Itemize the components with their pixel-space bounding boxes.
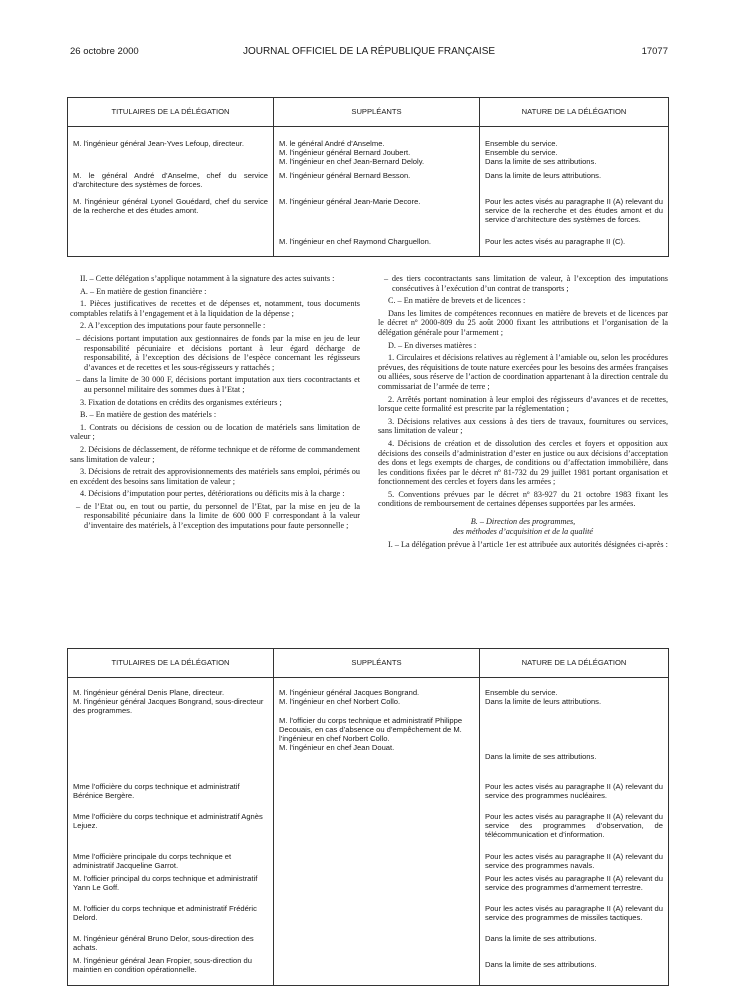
paragraph: I. – La délégation prévue à l’article 1er est attribuée aux autorités désignées ci-après : (388, 540, 668, 550)
delegation-table-1 (67, 97, 669, 257)
cell-suppleant (274, 812, 480, 852)
paragraph: – de l’Etat ou, en tout ou partie, du personnel de l’Etat, par la mise en jeu de la responsabilité pécuniaire dans la limite de 600 000 F correspondant à la valeur d’inventaire des matériels, à l’exception des imputations pour faute personnelle ; (76, 501, 360, 531)
paragraph: C. – En matière de brevets et de licences : (388, 296, 526, 306)
cell-titulaire: Mme l’officière du corps technique et administratif Bérénice Bergère. (73, 781, 240, 800)
paragraph: II. – Cette délégation s’applique notamment à la signature des actes suivants : (80, 274, 335, 283)
table-row (68, 874, 669, 904)
col-header-nature: NATURE DE LA DÉLÉGATION (480, 98, 669, 127)
cell-nature: Dans la limite de leurs attributions. (480, 167, 669, 193)
table-row (68, 167, 669, 193)
cell-suppleant (274, 874, 480, 904)
cell-titulaire: M. l’ingénieur général Bruno Delor, sous-direction des achats. (73, 933, 254, 952)
table-row (68, 782, 669, 812)
paragraph: – décisions portant imputation aux gestionnaires de fonds par la mise en jeu de leur responsabilité pécuniaire et décisions portant à leur égard décharge de responsabilité, à l’exception des décisions de l’espèce concernant les régisseurs d’avances et de recettes et les sous-régisseurs y rattachés ; (76, 333, 360, 372)
delegation-table-2 (67, 648, 669, 986)
cell-titulaire: M. le général André d’Anselme, chef du service d’architecture des systèmes de forces. (73, 170, 268, 189)
header-page-number: 17077 (641, 46, 668, 57)
paragraph: 2. Arrêtés portant nomination à leur emploi des régisseurs d’avances et de recettes, lorsque cette formalité est prescrite par la réglementation ; (378, 394, 668, 414)
body-column-left (70, 274, 360, 534)
cell-nature: Pour les actes visés au paragraphe II (A) relevant du service de la recherche et des études amont et du service d’architecture des systèmes de forces. (480, 193, 669, 233)
paragraph: 4. Décisions de création et de dissolution des cercles et foyers et opposition aux décisions des conseils d’administration d’ester en justice ou aux décisions d’acceptation des dons et legs exempts de charges, de conditions ou d’affectation immobilière, dans les conditions fixées par le décret nº 81-732 du 29 juillet 1981 portant organisation et fonctionnement des cercles et foyers dans les armées ; (378, 438, 668, 487)
section-heading: B. – Direction des programmes, des méthodes d’acquisition et de la qualité (452, 517, 594, 536)
table-row (68, 812, 669, 852)
header-date: 26 octobre 2000 (70, 46, 139, 57)
cell-nature: Pour les actes visés au paragraphe II (A) relevant du service des programmes de missiles tactiques. (480, 904, 669, 934)
table-row (68, 233, 669, 257)
cell-suppleant: M. l’ingénieur en chef Raymond Charguellon. (274, 233, 480, 257)
cell-titulaire: Mme l’officière du corps technique et administratif Agnès Lejuez. (73, 811, 263, 830)
paragraph: 3. Fixation de dotations en crédits des organismes extérieurs ; (80, 397, 282, 407)
table-row (68, 193, 669, 233)
cell-suppleant: M. l’ingénieur général Jean-Marie Decore. (274, 193, 480, 233)
paragraph: 3. Décisions de retrait des approvisionnements des matériels sans emploi, périmés ou en excédent des besoins sans limitation de valeur ; (70, 467, 360, 486)
paragraph: 2. Décisions de déclassement, de réforme technique et de réforme de commandement sans limitation de valeur ; (70, 444, 360, 464)
paragraph: Dans les limites de compétences reconnues en matière de brevets et de licences par le décret nº 2000-809 du 25 août 2000 fixant les attributions et l’organisation de la délégation générale pour l’armement ; (378, 308, 668, 337)
paragraph: – dans la limite de 30 000 F, décisions portant imputation aux tiers cocontractants et au personnel militaire des sommes dues à l’Etat ; (76, 375, 360, 394)
paragraph: 2. A l’exception des imputations pour faute personnelle : (80, 321, 266, 331)
col-header-suppleants: SUPPLÉANTS (274, 649, 480, 678)
paragraph: D. – En diverses matières : (388, 340, 477, 350)
cell-nature: Ensemble du service. Dans la limite de leurs attributions. Dans la limite de ses attributions. (480, 678, 669, 782)
cell-titulaire: M. l’ingénieur général Jean-Yves Lefoup, directeur. (73, 139, 244, 148)
table-row (68, 678, 669, 782)
cell-nature: Pour les actes visés au paragraphe II (A) relevant du service des programmes navals. (480, 852, 669, 874)
paragraph: B. – En matière de gestion des matériels : (80, 410, 217, 420)
cell-suppleant: M. l’ingénieur général Bernard Besson. (274, 167, 480, 193)
table-row (68, 127, 669, 167)
table-row (68, 934, 669, 956)
paragraph: – des tiers cocontractants sans limitation de valeur, à l’exception des imputations consécutives à l’exécution d’un contrat de transports ; (384, 274, 668, 293)
cell-titulaire: M. l’ingénieur général Jean Fropier, sous-direction du maintien en condition opérationnelle. (73, 955, 252, 974)
paragraph: 4. Décisions d’imputation pour pertes, détériorations ou déficits mis à la charge : (80, 489, 345, 499)
cell-nature: Pour les actes visés au paragraphe II (A) relevant du service des programmes nucléaires. (480, 782, 669, 812)
cell-nature: Pour les actes visés au paragraphe II (C). (480, 233, 669, 257)
cell-suppleant: M. l’ingénieur général Jacques Bongrand. M. l’ingénieur en chef Norbert Collo. M. l’officier du corps technique et administratif Philippe Decouais, en cas d’absence ou d’empêchement de M. l’ingénieur en chef Norbert Collo. M. l’ingénieur en chef Jean Douat. (274, 678, 480, 782)
cell-suppleant (274, 782, 480, 812)
table-row (68, 904, 669, 934)
paragraph: 5. Conventions prévues par le décret nº 83-927 du 21 octobre 1983 fixant les conditions de remboursement de certaines dépenses supportées par les armées. (378, 489, 668, 509)
cell-nature: Dans la limite de ses attributions. (480, 934, 669, 956)
paragraph: 3. Décisions relatives aux cessions à des tiers de travaux, fournitures ou services, sans limitation de valeur ; (378, 416, 668, 436)
cell-titulaire: M. l’officier principal du corps technique et administratif Yann Le Goff. (73, 873, 258, 892)
cell-nature: Pour les actes visés au paragraphe II (A) relevant du service des programmes d’armement terrestre. (480, 874, 669, 904)
cell-suppleant (274, 904, 480, 934)
paragraph: 1. Circulaires et décisions relatives au règlement à l’amiable ou, selon les procédures prévues, des réquisitions de toute nature exercées pour les besoins des armées françaises ou alliées, sous réserve de l’action de coordination appartenant à la direction centrale du commissariat de l’armée de terre ; (378, 353, 668, 391)
table-row (68, 956, 669, 986)
col-header-titulaires: TITULAIRES DE LA DÉLÉGATION (68, 649, 274, 678)
page-header (70, 46, 668, 60)
header-title: JOURNAL OFFICIEL DE LA RÉPUBLIQUE FRANÇAISE (242, 46, 496, 57)
paragraph: 1. Pièces justificatives de recettes et de dépenses et, notamment, tous documents comptables relatifs à l’engagement et à la liquidation de la dépense ; (70, 299, 360, 318)
paragraph: A. – En matière de gestion financière : (80, 286, 207, 296)
body-column-right (378, 274, 668, 553)
cell-titulaire (68, 233, 274, 257)
cell-nature: Ensemble du service. Ensemble du service. Dans la limite de ses attributions. (480, 127, 669, 167)
cell-titulaire: M. l’ingénieur général Denis Plane, directeur. M. l’ingénieur général Jacques Bongrand, sous-directeur des programmes. (73, 688, 264, 716)
cell-nature: Dans la limite de ses attributions. (480, 956, 669, 986)
cell-suppleant (274, 852, 480, 874)
cell-titulaire: M. l’officier du corps technique et administratif Frédéric Delord. (73, 903, 257, 922)
cell-suppleant (274, 934, 480, 956)
cell-titulaire: Mme l’officière principale du corps technique et administratif Jacqueline Garrot. (73, 851, 232, 870)
cell-nature: Pour les actes visés au paragraphe II (A) relevant du service des programmes d’observation, de télécommunication et d’information. (480, 812, 669, 852)
paragraph: 1. Contrats ou décisions de cession ou de location de matériels sans limitation de valeur ; (70, 422, 360, 442)
cell-suppleant: M. le général André d’Anselme. M. l’ingénieur général Bernard Joubert. M. l’ingénieur en chef Jean-Bernard Deloly. (274, 127, 480, 167)
col-header-suppleants: SUPPLÉANTS (274, 98, 480, 127)
cell-titulaire: M. l’ingénieur général Lyonel Gouédard, chef du service de la recherche et des études amont. (73, 196, 268, 215)
cell-suppleant (274, 956, 480, 986)
col-header-titulaires: TITULAIRES DE LA DÉLÉGATION (68, 98, 274, 127)
table-row (68, 852, 669, 874)
col-header-nature: NATURE DE LA DÉLÉGATION (480, 649, 669, 678)
